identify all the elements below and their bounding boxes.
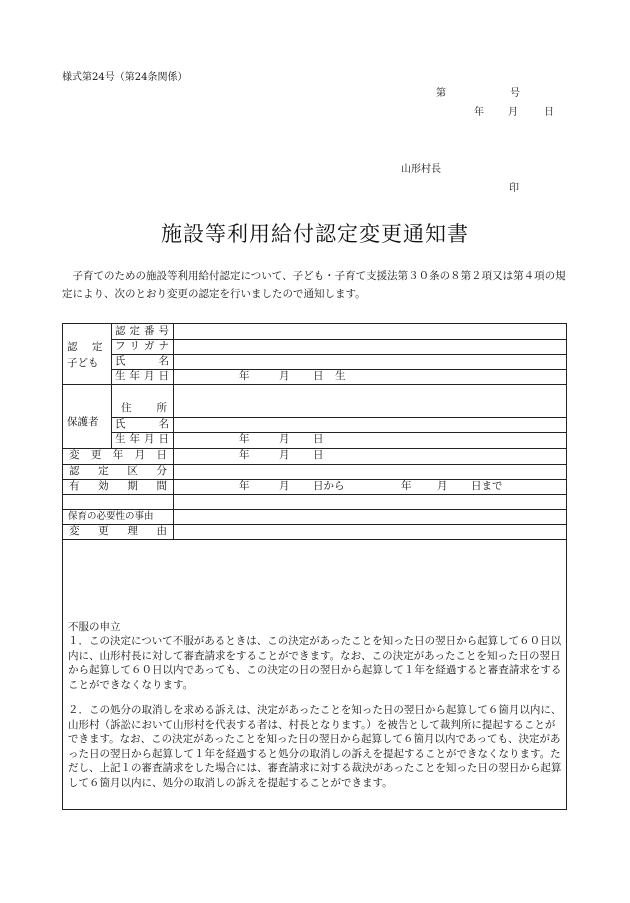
char: 日 — [156, 449, 167, 461]
period-end-month-unit: 月 — [437, 480, 448, 492]
form-number: 様式第24号（第24条関係） — [62, 72, 188, 83]
validity-period-label — [69, 479, 167, 494]
char: 定 — [129, 325, 140, 337]
char: 変 — [69, 449, 80, 461]
char: 由 — [156, 525, 167, 537]
guardian-birthdate-label — [115, 432, 169, 447]
guardian-address-label — [121, 401, 167, 416]
guardian-birth-year-unit: 年 — [239, 433, 250, 445]
change-date-label — [69, 448, 167, 463]
childcare-necessity-label: 保育の必要性の事由 — [68, 511, 154, 522]
guardian-birth-day-unit: 日 — [313, 433, 324, 445]
document-number-suffix: 号 — [510, 88, 520, 99]
change-month-unit: 月 — [279, 449, 290, 461]
objection-heading: 不服の申立 — [68, 621, 121, 633]
char: リ — [129, 340, 140, 352]
issuer-name: 山形村長 — [401, 164, 441, 175]
child-group-label-line2: 子ども — [67, 357, 99, 369]
change-year-unit: 年 — [239, 449, 250, 461]
char: 更 — [98, 525, 109, 537]
date-year: 年 — [474, 107, 484, 118]
period-end-day-until: 日まで — [471, 480, 503, 492]
document-number-prefix: 第 — [436, 88, 446, 99]
change-day-unit: 日 — [313, 449, 324, 461]
char: 変 — [69, 525, 80, 537]
char: 所 — [156, 402, 167, 414]
objection-paragraph-2: ２．この処分の取消しを求める訴えは、決定があったことを知った日の翌日から起算して６箇月以内に、山形村（訴訟において山形村を代表する者は、村長となります。）を被告として裁判所に提起することができます。なお、この決定があったことを知った日の翌日から起算して６箇月以内であっても、決定があった日の翌日から起算して１年を経過すると処分の取消しの訴えを提起することができなくなります。ただし、上記１の審査請求をした場合には、審査請求に対する裁決があったことを知った日の翌日から起算して６箇月以内に、処分の取消しの訴えを提起することができます。 — [68, 704, 562, 789]
char: 氏 — [115, 418, 126, 430]
furigana-label — [115, 339, 169, 354]
certification-form-table — [62, 323, 567, 810]
char: 効 — [98, 480, 109, 492]
seal-mark: 印 — [509, 183, 519, 194]
char: 有 — [69, 480, 80, 492]
date-day: 日 — [544, 107, 554, 118]
objection-paragraph-1: １．この決定について不服があるときは、この決定があったことを知った日の翌日から起算して６０日以内に、山形村長に対して審査請求をすることができます。なお、この決定があったことを知った日の翌日から起算して６０日以内であっても、この決定の日の翌日から起算して１年を経過すると審査請求をすることができなくなります。 — [68, 635, 562, 691]
change-reason-label — [69, 524, 167, 539]
child-birth-year-unit: 年 — [239, 370, 250, 382]
char: 区 — [127, 465, 138, 477]
char: 間 — [156, 480, 167, 492]
char: 年 — [129, 433, 140, 445]
child-birth-day-unit: 日 — [313, 370, 324, 382]
char: 生 — [115, 433, 126, 445]
char: 更 — [90, 449, 102, 461]
char: 期 — [127, 480, 138, 492]
char: 名 — [158, 418, 169, 430]
char: 定 — [98, 465, 109, 477]
char: フ — [115, 340, 126, 352]
char: 認 — [69, 465, 80, 477]
char: 日 — [158, 370, 169, 382]
char: 名 — [158, 355, 169, 367]
char: 月 — [144, 433, 155, 445]
page-title: 施設等利用給付認定変更通知書 — [161, 222, 469, 246]
intro-paragraph: 子育てのための施設等利用給付認定について、子ども・子育て支援法第３０条の８第２項又は第４項の規定により、次のとおり変更の認定を行いましたので通知します。 — [62, 270, 566, 300]
child-birthdate-label — [115, 369, 169, 384]
char: 番 — [144, 325, 155, 337]
child-group-label-line1: 認 定 — [67, 341, 105, 353]
child-birth-suffix: 生 — [335, 370, 346, 382]
period-start-day-from: 日から — [313, 480, 345, 492]
char: 月 — [144, 370, 155, 382]
guardian-birth-month-unit: 月 — [279, 433, 290, 445]
child-group-label — [67, 339, 107, 371]
period-start-month-unit: 月 — [279, 480, 290, 492]
guardian-name-label — [115, 417, 169, 432]
char: 分 — [156, 465, 167, 477]
char: ナ — [158, 340, 169, 352]
char: 年 — [112, 449, 124, 461]
char: 住 — [121, 402, 132, 414]
date-month: 月 — [508, 107, 518, 118]
char: ガ — [144, 340, 155, 352]
category-label — [69, 464, 167, 479]
char: 年 — [129, 370, 140, 382]
char: 氏 — [115, 355, 126, 367]
child-name-label — [115, 354, 169, 369]
char: 月 — [134, 449, 146, 461]
char: 生 — [115, 370, 126, 382]
child-birth-month-unit: 月 — [279, 370, 290, 382]
period-end-year-unit: 年 — [401, 480, 412, 492]
guardian-group-label: 保護者 — [67, 416, 99, 428]
char: 号 — [158, 325, 169, 337]
char: 理 — [127, 525, 138, 537]
char: 日 — [158, 433, 169, 445]
cert-number-label — [115, 324, 169, 339]
period-start-year-unit: 年 — [239, 480, 250, 492]
char: 認 — [115, 325, 126, 337]
